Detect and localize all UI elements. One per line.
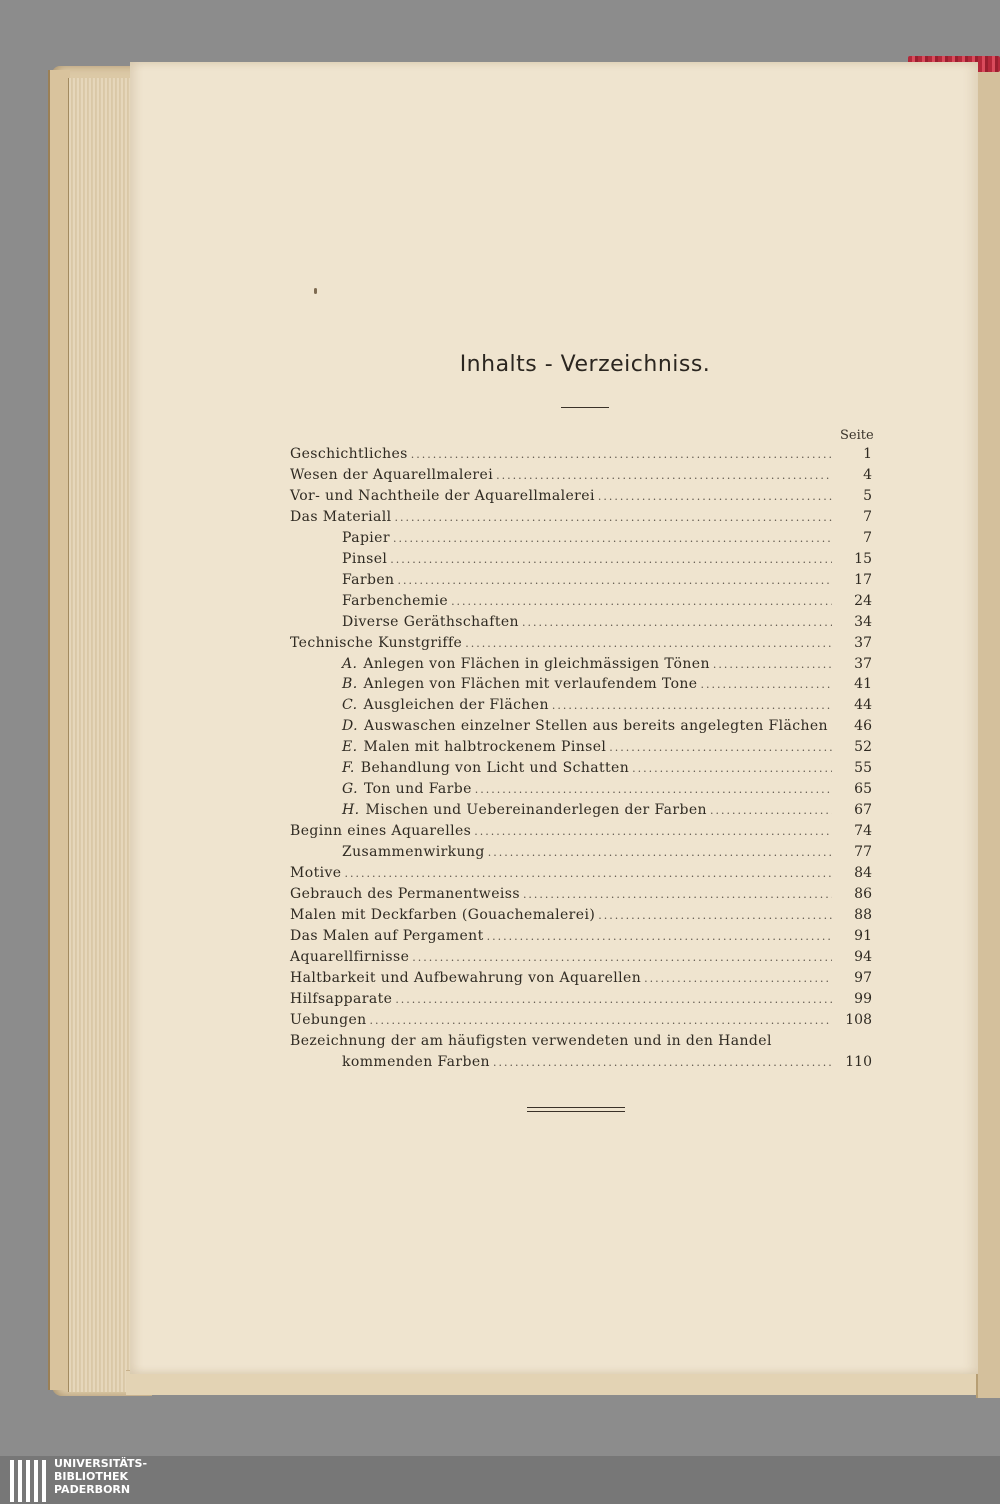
toc-entry	[342, 697, 872, 717]
toc-entry-text: Ton und Farbe	[363, 781, 472, 797]
toc-leader-dots	[475, 783, 832, 796]
toc-page-number: 67	[854, 802, 872, 818]
toc-entry-label	[342, 781, 472, 797]
toc-page-number: 88	[854, 907, 872, 923]
toc-entry	[290, 907, 872, 927]
toc-page-number: 74	[854, 823, 872, 839]
toc-entry-label	[342, 718, 828, 734]
toc-entry-text: Hilfsapparate	[290, 991, 393, 1007]
toc-leader-dots	[397, 574, 832, 587]
toc-entry	[342, 593, 872, 613]
toc-page-number: 97	[854, 970, 872, 986]
toc-entry-label	[342, 844, 485, 860]
toc-page-number: 44	[854, 697, 872, 713]
toc-page-number: 91	[854, 928, 872, 944]
toc-entry-text: kommenden Farben	[342, 1054, 490, 1070]
toc-page-number: 37	[854, 635, 872, 651]
toc-entry	[342, 760, 872, 780]
toc-entry-label	[290, 886, 520, 902]
toc-entry	[290, 823, 872, 843]
toc-entry-label	[290, 928, 484, 944]
book-cover-edge	[48, 70, 70, 1390]
toc-leader-dots	[598, 490, 832, 503]
toc-leader-dots	[390, 553, 832, 566]
toc-leader-dots	[701, 678, 833, 691]
toc-entry	[290, 949, 872, 969]
toc-page-number: 46	[854, 718, 872, 734]
toc-leader-dots	[609, 741, 832, 754]
toc-leader-dots	[451, 595, 832, 608]
toc-entry	[342, 572, 872, 592]
toc-page-number: 5	[863, 488, 872, 504]
toc-entry-text: Wesen der Aquarellmalerei	[290, 467, 494, 483]
toc-leader-dots	[713, 658, 832, 671]
toc-entry-label	[342, 697, 549, 713]
toc-entry-text: Beginn eines Aquarelles	[290, 823, 472, 839]
toc-entry	[290, 488, 872, 508]
toc-entry-label	[290, 949, 409, 965]
page-column-label: Seite	[840, 428, 874, 443]
toc-page-number: 1	[863, 446, 872, 462]
toc-entry-text: Pinsel	[342, 551, 388, 567]
toc-entry	[290, 635, 872, 655]
toc-leader-dots	[411, 448, 832, 461]
toc-page-number: 86	[854, 886, 872, 902]
toc-entry-text: Papier	[342, 530, 390, 546]
closing-rule	[527, 1107, 625, 1108]
toc-entry-label	[290, 865, 341, 881]
toc-entry	[290, 1033, 872, 1053]
toc-entry-label	[290, 823, 471, 839]
toc-entry	[342, 802, 872, 822]
toc-entry	[342, 781, 872, 801]
toc-entry-label	[290, 970, 641, 986]
toc-entry-text: Farben	[342, 572, 395, 588]
toc-page-number: 110	[845, 1054, 872, 1070]
toc-leader-dots	[523, 888, 832, 901]
toc-entry	[290, 446, 872, 466]
toc-entry-label	[342, 551, 387, 567]
toc-entry-label	[290, 446, 408, 462]
toc-entry-text: Anlegen von Flächen mit verlaufendem Tone	[363, 676, 698, 692]
title-rule	[561, 407, 609, 408]
toc-entry	[290, 1012, 872, 1032]
toc-leader-dots	[710, 804, 832, 817]
toc-entry-label	[290, 1012, 367, 1028]
toc-entry	[342, 551, 872, 571]
toc-page-number: 7	[863, 509, 872, 525]
toc-entry-text: Vor- und Nachtheile der Aquarellmalerei	[290, 488, 595, 504]
toc-entry-label	[342, 572, 394, 588]
toc-entry	[290, 467, 872, 487]
toc-entry-text: Haltbarkeit und Aufbewahrung von Aquarellen	[290, 970, 642, 986]
toc-entry-label	[342, 802, 707, 818]
toc-page-number: 7	[863, 530, 872, 546]
toc-page-number: 108	[845, 1012, 872, 1028]
toc-page-number: 15	[854, 551, 872, 567]
logo-line: BIBLIOTHEK	[54, 1470, 129, 1483]
toc-entry-letter: A.	[342, 656, 358, 672]
toc-entry	[342, 614, 872, 634]
toc-page-number: 94	[854, 949, 872, 965]
toc-entry-text: Bezeichnung der am häufigsten verwendeten und in den Handel	[290, 1033, 772, 1049]
logo-line: UNIVERSITÄTS-	[54, 1457, 148, 1470]
toc-entry-letter: D.	[342, 718, 358, 734]
toc-entry-text: Geschichtliches	[290, 446, 408, 462]
page-title: Inhalts - Verzeichniss.	[459, 352, 711, 377]
toc-entry-text: Das Materiall	[290, 509, 392, 525]
toc-entry-text: Gebrauch des Permanentweiss	[290, 886, 520, 902]
toc-entry-letter: G.	[342, 781, 358, 797]
toc-entry-text: Anlegen von Flächen in gleichmässigen Tönen	[363, 656, 710, 672]
toc-leader-dots	[488, 846, 832, 859]
toc-entry-label	[290, 488, 595, 504]
toc-entry	[342, 844, 872, 864]
toc-entry	[342, 530, 872, 550]
toc-entry-label	[342, 656, 710, 672]
toc-leader-dots	[370, 1014, 832, 1027]
toc-leader-dots	[344, 867, 832, 880]
toc-leader-dots	[487, 930, 832, 943]
toc-entry-text: Auswaschen einzelner Stellen aus bereits angelegten Flächen	[363, 718, 828, 734]
toc-entry-text: Zusammenwirkung	[342, 844, 485, 860]
toc-entry-text: Ausgleichen der Flächen	[363, 697, 549, 713]
toc-entry-label	[342, 1054, 490, 1070]
toc-page-number: 37	[854, 656, 872, 672]
toc-entry-letter: B.	[342, 676, 358, 692]
toc-entry	[342, 676, 872, 696]
paper-speck	[314, 288, 317, 294]
toc-leader-dots	[474, 825, 832, 838]
toc-page-number: 77	[854, 844, 872, 860]
toc-entry-text: Behandlung von Licht und Schatten	[360, 760, 630, 776]
toc-page-number: 55	[854, 760, 872, 776]
toc-entry-label	[342, 530, 390, 546]
toc-entry-label	[290, 467, 493, 483]
toc-leader-dots	[412, 951, 832, 964]
toc-entry-letter: F.	[342, 760, 355, 776]
toc-entry	[290, 865, 872, 885]
toc-entry	[342, 1054, 872, 1074]
toc-entry-letter: H.	[342, 802, 360, 818]
toc-entry-label	[290, 1033, 772, 1049]
toc-page-number: 41	[854, 676, 872, 692]
library-logo-icon	[10, 1460, 46, 1502]
toc-page-number: 52	[854, 739, 872, 755]
toc-entry	[290, 991, 872, 1011]
toc-entry-text: Aquarellfirnisse	[290, 949, 410, 965]
toc-page-number: 4	[863, 467, 872, 483]
toc-entry-text: Uebungen	[290, 1012, 367, 1028]
toc-leader-dots	[493, 1056, 832, 1069]
toc-entry-label	[342, 614, 519, 630]
library-footer	[0, 1456, 1000, 1504]
toc-entry	[290, 928, 872, 948]
toc-entry-letter: C.	[342, 697, 358, 713]
toc-entry	[342, 718, 872, 738]
toc-entry-letter: E.	[342, 739, 358, 755]
book-spine-right	[976, 58, 1000, 1398]
toc-entry-label	[342, 593, 448, 609]
toc-entry-text: Diverse Geräthschaften	[342, 614, 519, 630]
toc-entry	[342, 656, 872, 676]
toc-entry-text: Technische Kunstgriffe	[290, 635, 463, 651]
toc-entry-text: Das Malen auf Pergament	[290, 928, 484, 944]
toc-entry-label	[290, 635, 462, 651]
toc-entry	[290, 509, 872, 529]
toc-leader-dots	[394, 511, 832, 524]
toc-entry-text: Malen mit halbtrockenem Pinsel	[363, 739, 607, 755]
toc-entry	[342, 739, 872, 759]
toc-entry-label	[342, 739, 606, 755]
toc-leader-dots	[393, 532, 832, 545]
toc-entry-text: Farbenchemie	[342, 593, 449, 609]
toc-leader-dots	[395, 993, 832, 1006]
toc-leader-dots	[644, 972, 832, 985]
toc-entry-label	[290, 991, 392, 1007]
toc-entry-label	[342, 676, 698, 692]
page-stack	[68, 78, 139, 1392]
toc-leader-dots	[598, 909, 832, 922]
toc-entry	[290, 886, 872, 906]
toc-leader-dots	[522, 616, 832, 629]
library-logo-text	[54, 1457, 147, 1496]
toc-page-number: 65	[854, 781, 872, 797]
toc-entry-text: Malen mit Deckfarben (Gouachemalerei)	[290, 907, 596, 923]
toc-entry-text: Motive	[290, 865, 342, 881]
toc-entry-text: Mischen und Uebereinanderlegen der Farben	[365, 802, 707, 818]
closing-rule	[527, 1111, 625, 1112]
toc-leader-dots	[496, 469, 832, 482]
toc-leader-dots	[831, 720, 832, 733]
toc-page-number: 84	[854, 865, 872, 881]
logo-line: PADERBORN	[54, 1483, 131, 1496]
toc-entry-label	[290, 907, 595, 923]
toc-page-number: 99	[854, 991, 872, 1007]
toc-entry-label	[342, 760, 629, 776]
toc-entry-label	[290, 509, 391, 525]
toc-page-number: 17	[854, 572, 872, 588]
toc-leader-dots	[552, 699, 832, 712]
toc-page-number: 24	[854, 593, 872, 609]
toc-leader-dots	[632, 762, 832, 775]
toc-page-number: 34	[854, 614, 872, 630]
toc-entry	[290, 970, 872, 990]
toc-leader-dots	[465, 637, 832, 650]
